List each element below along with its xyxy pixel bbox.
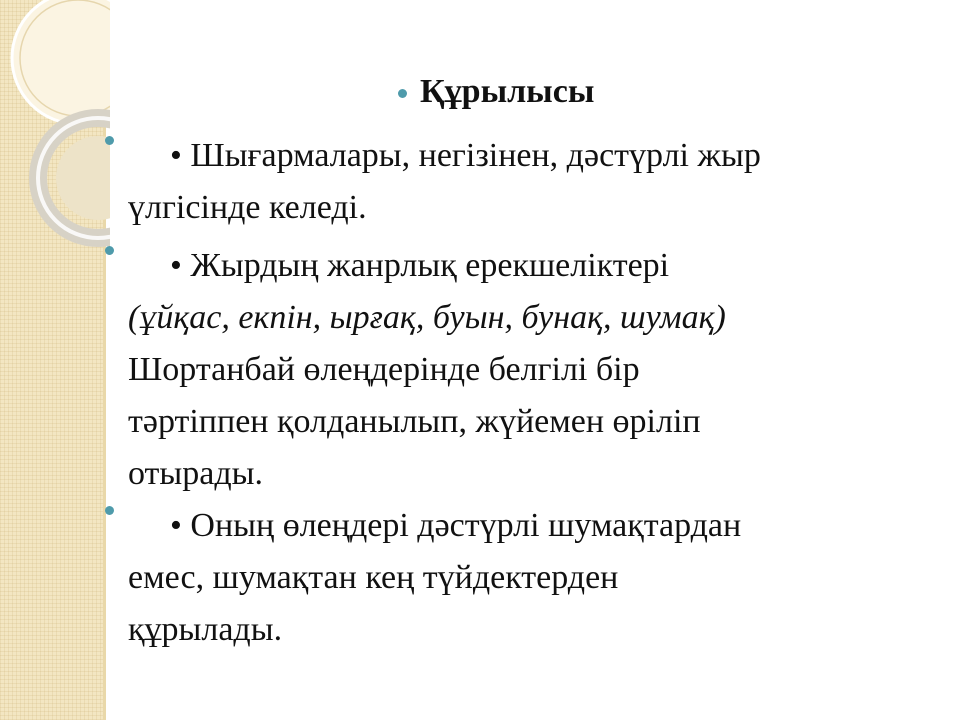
bullet-dot: [105, 506, 114, 515]
bullet-dot: [105, 246, 114, 255]
title-bullet-dot: [398, 89, 407, 98]
bullet-dot: [105, 136, 114, 145]
item-2-line-5: отырады.: [128, 455, 263, 492]
item-2-line-3: Шортанбай өлеңдерінде белгілі бір: [128, 351, 640, 388]
item-2-line-1: • Жырдың жанрлық ерекшеліктері: [170, 247, 670, 284]
slide-title-text: Құрылысы: [420, 73, 595, 110]
item-2-line-2: (ұйқас, екпін, ырғақ, буын, бунақ, шумақ): [128, 299, 726, 336]
item-2-line-4: тәртіппен қолданылып, жүйемен өріліп: [128, 403, 701, 440]
bullet-item-2: [128, 240, 928, 500]
decor-circle-large: [12, 0, 110, 124]
item-3-line-1: • Оның өлеңдері дәстүрлі шумақтардан: [170, 507, 742, 544]
decor-ring-center: [56, 136, 110, 220]
slide-title: [420, 68, 594, 116]
item-3-line-3: құрылады.: [128, 611, 283, 648]
item-1-line-1: • Шығармалары, негізінен, дәстүрлі жыр: [170, 137, 761, 174]
decor-circles: [0, 0, 110, 260]
item-1-line-2: үлгісінде келеді.: [128, 189, 367, 226]
item-3-line-2: емес, шумақтан кең түйдектерден: [128, 559, 619, 596]
bullet-item-1: [128, 130, 928, 234]
bullet-item-3: [128, 500, 928, 656]
